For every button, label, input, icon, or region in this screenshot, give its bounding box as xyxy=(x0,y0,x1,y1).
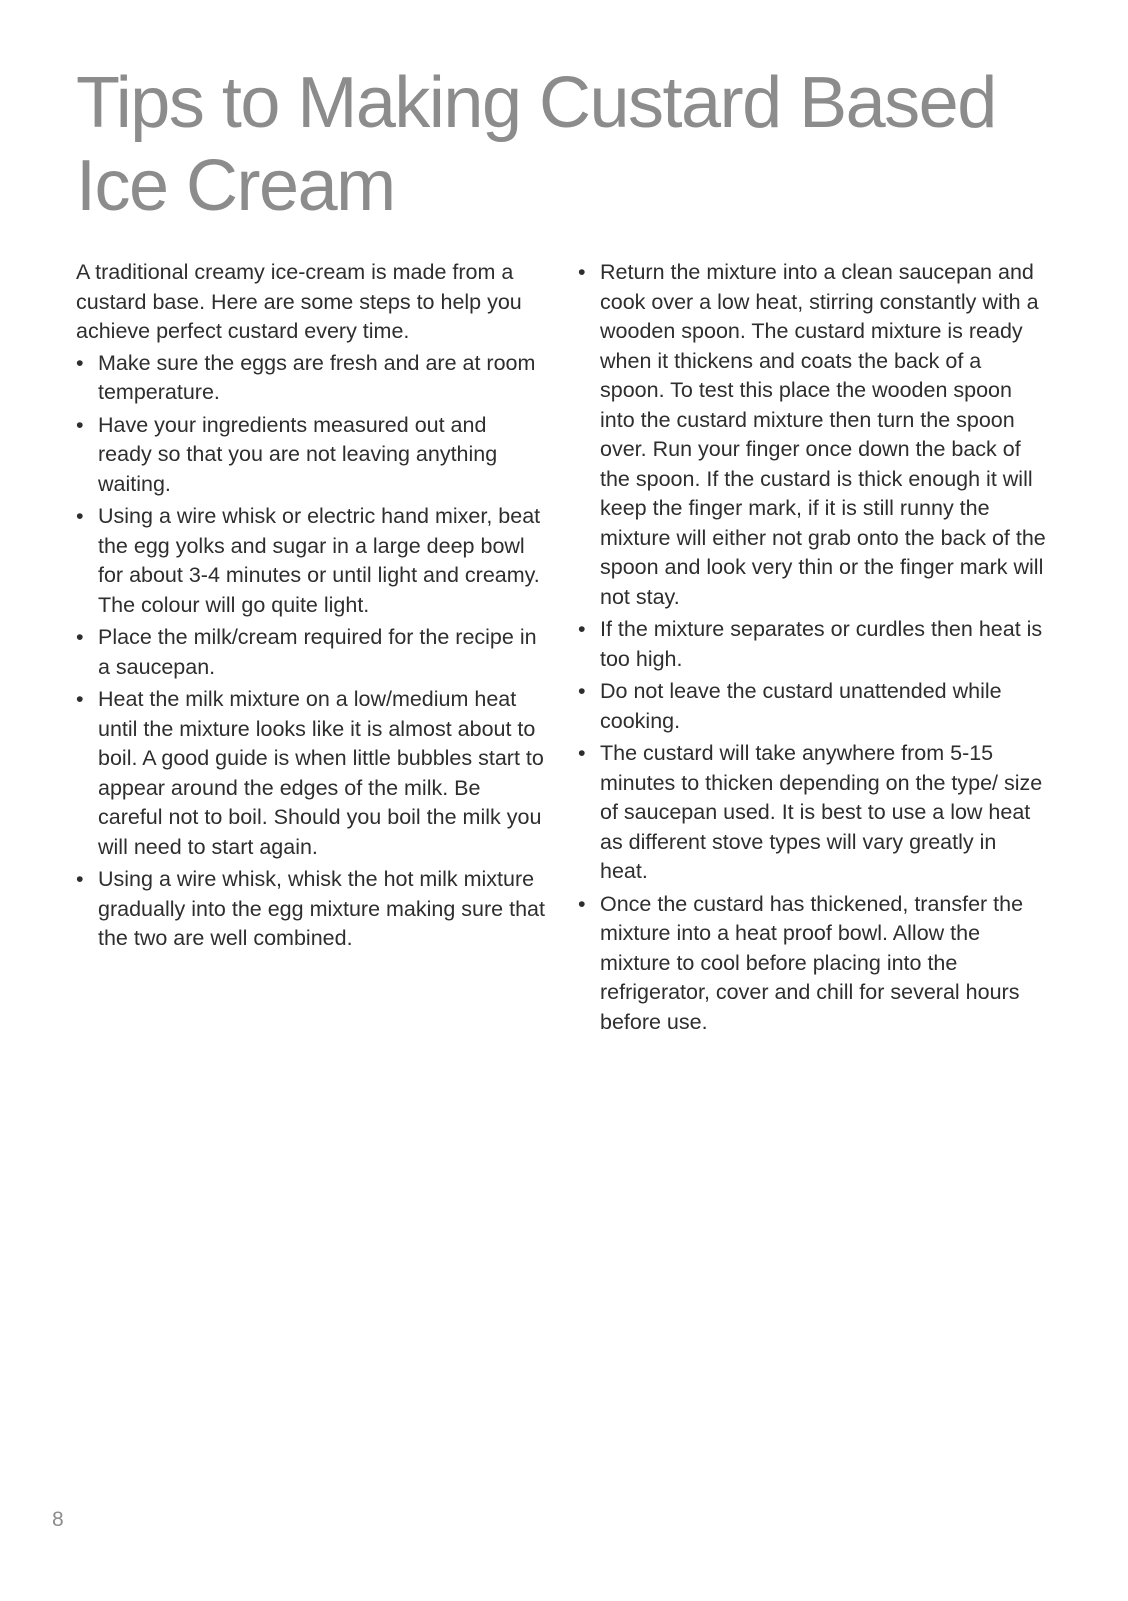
bullet-icon: • xyxy=(76,504,84,528)
list-item xyxy=(76,865,546,954)
page-title xyxy=(76,62,1056,228)
list-item xyxy=(76,502,546,620)
list-item-text: Heat the milk mixture on a low/medium heat until the mixture looks like it is almost about to boil. A good guide is when little bubbles start to appear around the edges of the milk. Be careful not to boil. Should you boil the milk you will need to start again. xyxy=(98,687,544,859)
list-item xyxy=(76,623,546,682)
list-item xyxy=(76,411,546,500)
left-tips-list xyxy=(76,349,546,954)
list-item xyxy=(76,349,546,408)
list-item xyxy=(578,677,1048,736)
bullet-icon: • xyxy=(578,891,586,916)
right-tips-list xyxy=(578,258,1048,1037)
list-item xyxy=(578,739,1048,887)
list-item-text: Make sure the eggs are fresh and are at room temperature. xyxy=(98,350,536,404)
left-column xyxy=(76,258,546,957)
bullet-icon: • xyxy=(76,625,84,649)
list-item-text: Place the milk/cream required for the recipe in a saucepan. xyxy=(98,625,537,679)
bullet-icon: • xyxy=(76,867,84,891)
list-item-text: Have your ingredients measured out and ready so that you are not leaving anything waiting. xyxy=(98,412,498,496)
list-item-text: Do not leave the custard unattended while cooking. xyxy=(600,679,1002,733)
list-item xyxy=(578,258,1048,612)
bullet-icon: • xyxy=(76,687,84,711)
page-number: 8 xyxy=(52,1508,64,1531)
bullet-icon: • xyxy=(578,617,586,641)
bullet-icon: • xyxy=(578,741,586,765)
list-item-text: The custard will take anywhere from 5-15 minutes to thicken depending on the type/ size of saucepan used. It is best to use a low heat as different stove types will vary greatly in heat. xyxy=(600,741,1043,883)
list-item xyxy=(578,890,1048,1038)
bullet-icon: • xyxy=(578,679,586,703)
page-title-line-1: Tips to Making Custard Based xyxy=(76,63,996,143)
list-item-text: Return the mixture into a clean saucepan and cook over a low heat, stirring constantly with a wooden spoon. The custard mixture is ready when it thickens and coats the back of a spoon. To test this place the wooden spoon into the custard mixture then turn the spoon over. Run your finger once down the back of the spoon. If the custard is thick enough it will keep the finger mark, if it is still runny the mixture will either not grab onto the back of the spoon and look very thin or the finger mark will not stay. xyxy=(600,260,1046,609)
bullet-icon: • xyxy=(76,350,84,375)
bullet-icon: • xyxy=(578,260,586,284)
bullet-icon: • xyxy=(76,412,84,437)
list-item-text: Using a wire whisk, whisk the hot milk mixture gradually into the egg mixture making sure that the two are well combined. xyxy=(98,867,545,950)
intro-paragraph: A traditional creamy ice-cream is made from a custard base. Here are some steps to help you achieve perfect custard every time. xyxy=(76,260,522,343)
list-item xyxy=(76,685,546,862)
list-item xyxy=(578,615,1048,674)
list-item-text: Once the custard has thickened, transfer the mixture into a heat proof bowl. Allow the mixture to cool before placing into the refrigerator, cover and chill for several hours before use. xyxy=(600,891,1024,1034)
list-item-text: Using a wire whisk or electric hand mixer, beat the egg yolks and sugar in a large deep bowl for about 3-4 minutes or until light and creamy. The colour will go quite light. xyxy=(98,504,541,617)
page-title-line-2: Ice Cream xyxy=(76,146,395,226)
right-column xyxy=(578,258,1048,1040)
list-item-text: If the mixture separates or curdles then heat is too high. xyxy=(600,617,1043,671)
